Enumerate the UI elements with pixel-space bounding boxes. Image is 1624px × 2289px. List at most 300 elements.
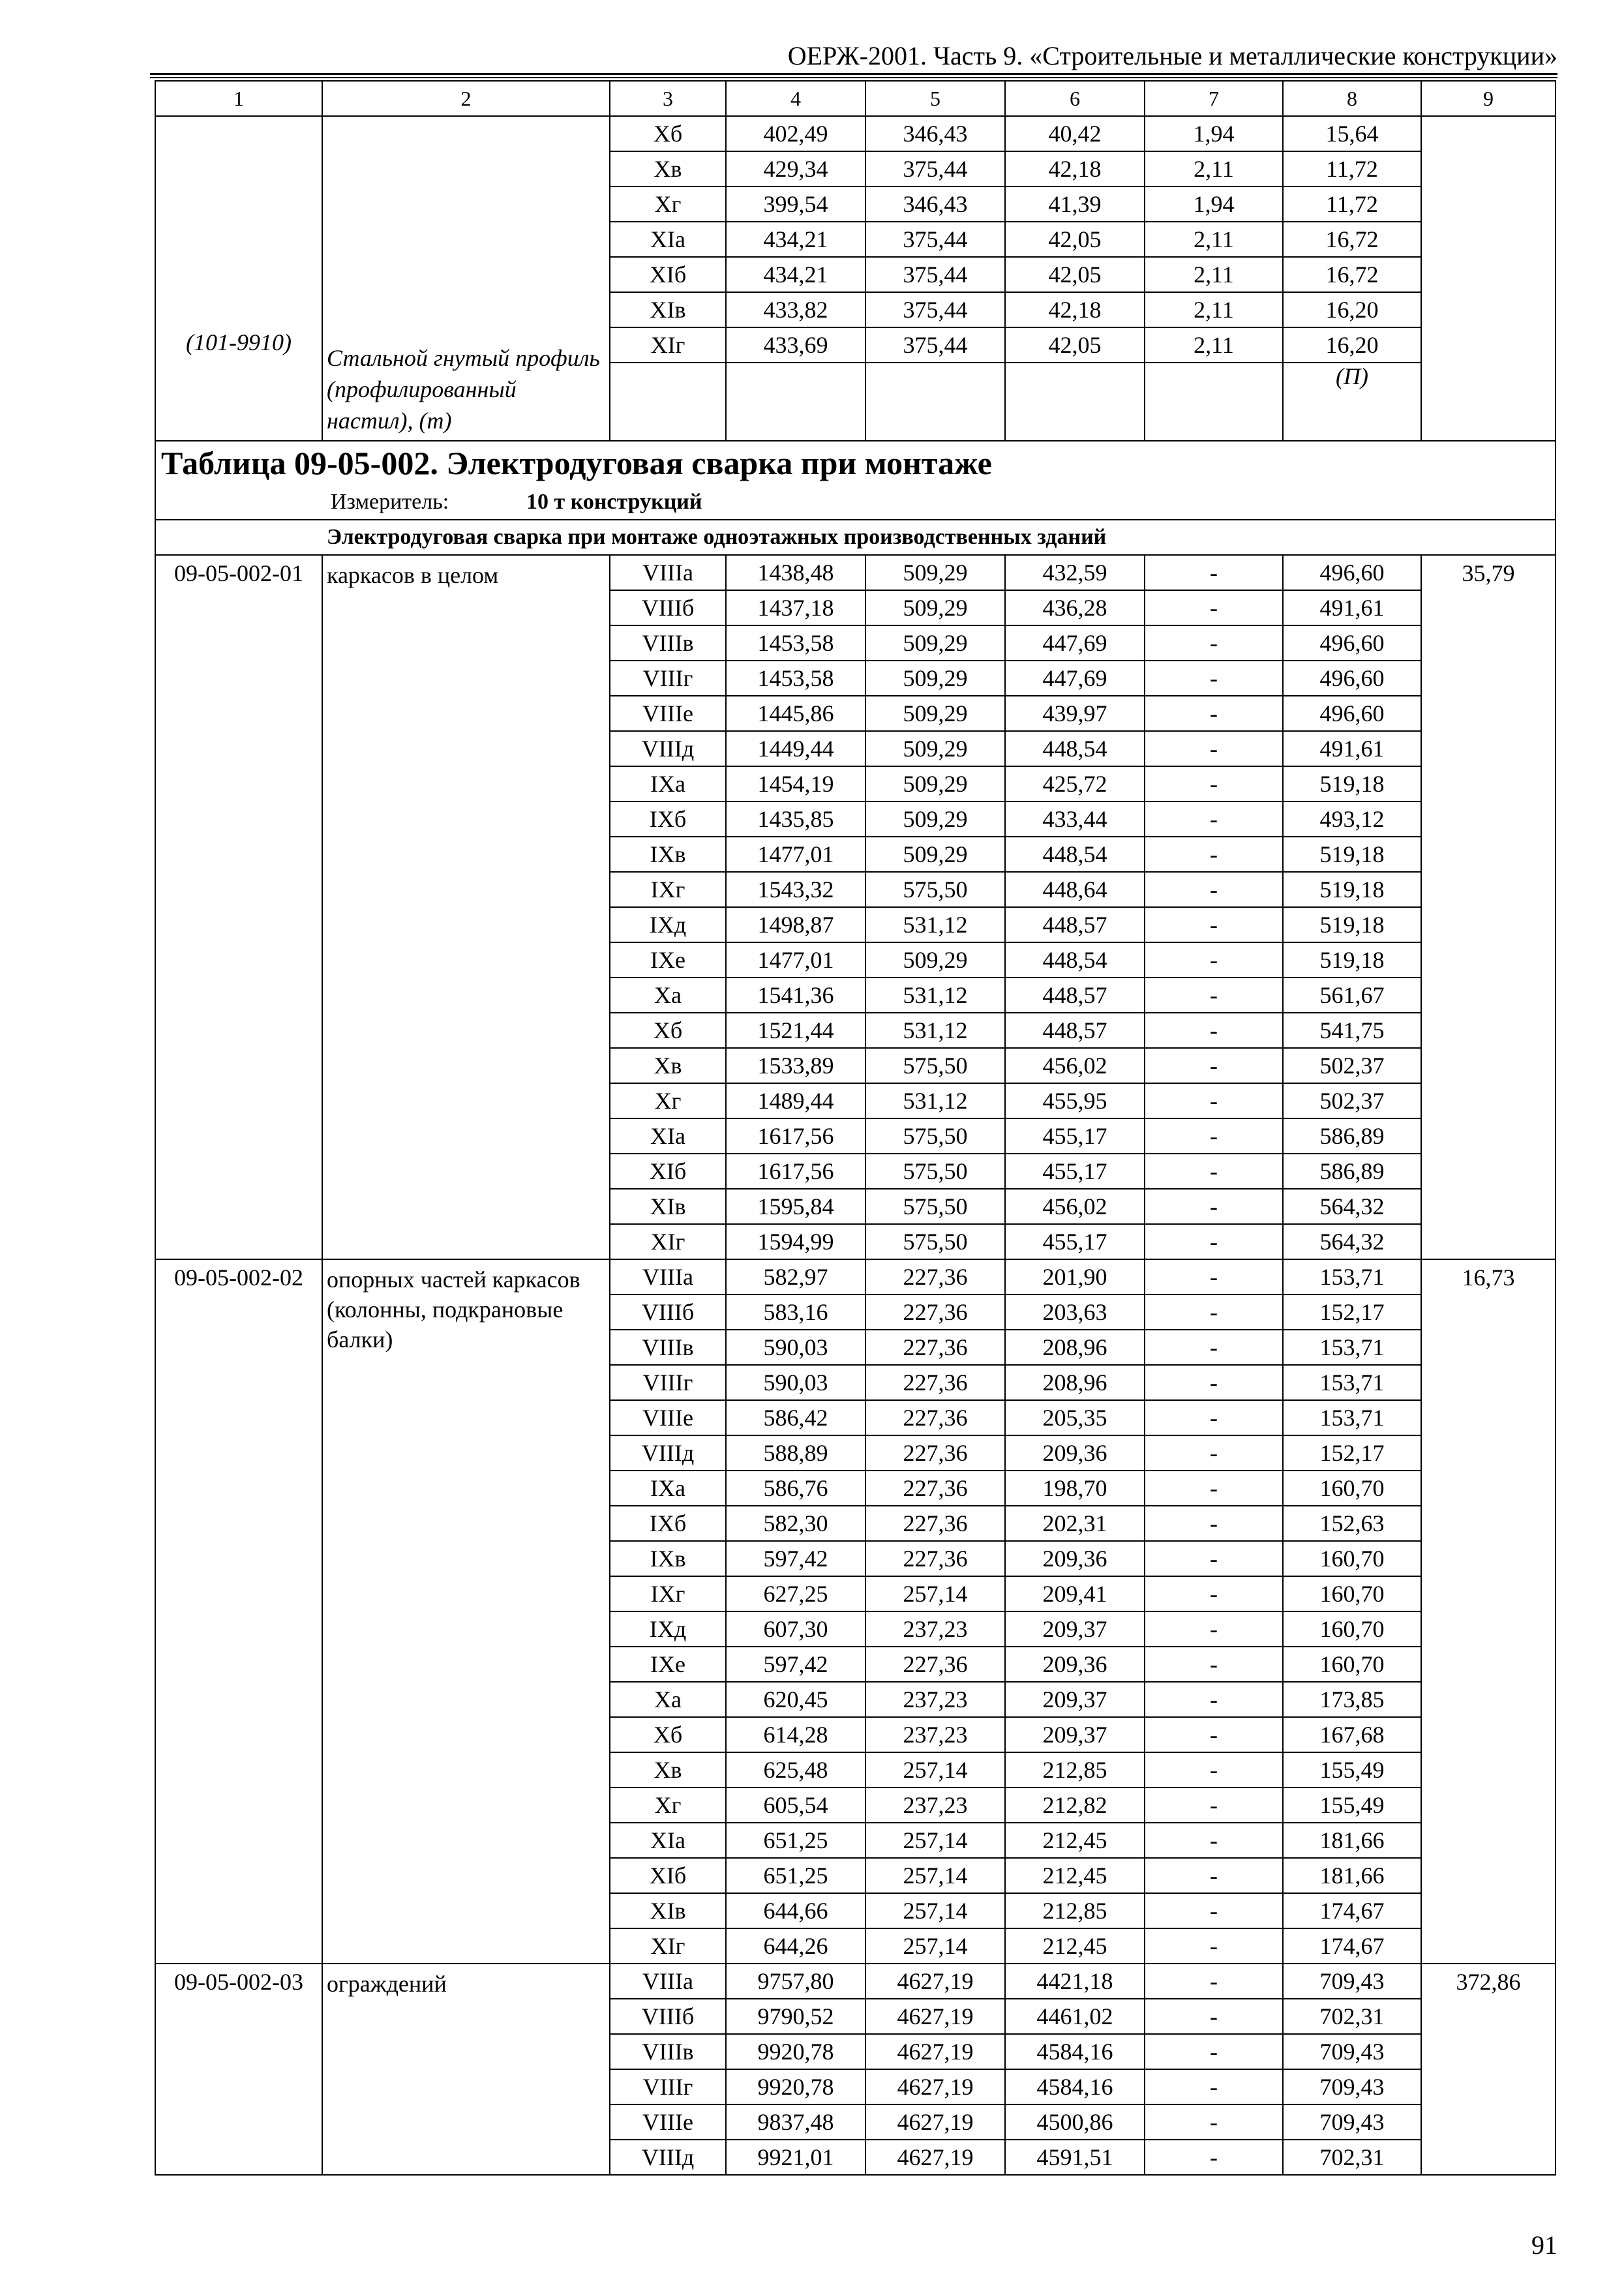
cell-col-8: 493,12	[1283, 801, 1421, 837]
cell-col-8: 167,68	[1283, 1717, 1421, 1752]
cell-col-4: 644,66	[726, 1893, 865, 1928]
cell-col-8: 519,18	[1283, 942, 1421, 978]
cell-col-4: 434,21	[726, 222, 865, 257]
cell-col-6: 4421,18	[1005, 1964, 1145, 1999]
cell-col-4: 625,48	[726, 1752, 865, 1788]
cell-col-3: IXб	[610, 1506, 726, 1541]
cell-col-3: VIIIа	[610, 555, 726, 590]
cell-col-6: 42,18	[1005, 151, 1145, 187]
cell-col-3: XIв	[610, 1893, 726, 1928]
cell-col-6: 203,63	[1005, 1294, 1145, 1330]
cell-col-6: 201,90	[1005, 1259, 1145, 1294]
cell-col-7: -	[1145, 696, 1283, 731]
column-number-3: 3	[610, 81, 726, 116]
cell-col-6: 209,37	[1005, 1682, 1145, 1717]
cell-col-6: 425,72	[1005, 766, 1145, 801]
cell-col-7: -	[1145, 1752, 1283, 1788]
cell-col-3: IXв	[610, 1541, 726, 1576]
cell-col-4: 1453,58	[726, 625, 865, 661]
cell-col-6: 205,35	[1005, 1400, 1145, 1435]
cell-col-6: 212,82	[1005, 1788, 1145, 1823]
cell-col-4: 9790,52	[726, 1999, 865, 2034]
cell-col-3: Xг	[610, 1083, 726, 1118]
cell-col-6: 433,44	[1005, 801, 1145, 837]
cell-col-4: 1454,19	[726, 766, 865, 801]
cell-col-6: 212,45	[1005, 1928, 1145, 1964]
cell-col-7: -	[1145, 907, 1283, 942]
cell-col-4: 1617,56	[726, 1118, 865, 1154]
cell-col-6: 209,41	[1005, 1576, 1145, 1611]
cell-col-5: 575,50	[865, 1189, 1005, 1224]
cell-col-6: 42,05	[1005, 327, 1145, 363]
cell-col-3: VIIIе	[610, 2104, 726, 2140]
cell-col-3: Xв	[610, 1752, 726, 1788]
cell-col-3: IXд	[610, 1611, 726, 1647]
cell-col-7: -	[1145, 1682, 1283, 1717]
cell-col-7: -	[1145, 1400, 1283, 1435]
column-number-8: 8	[1283, 81, 1421, 116]
cell-col-5: 375,44	[865, 257, 1005, 292]
cell-col-3: IXд	[610, 907, 726, 942]
cell-col-6: 447,69	[1005, 625, 1145, 661]
cell-col-3: IXа	[610, 1471, 726, 1506]
cell-col-4: 9757,80	[726, 1964, 865, 1999]
cell-col-5: 509,29	[865, 766, 1005, 801]
cell-col-7: -	[1145, 942, 1283, 978]
cell-col-7: -	[1145, 1048, 1283, 1083]
cell-col-4: 1543,32	[726, 872, 865, 907]
cell-col-4: 1449,44	[726, 731, 865, 766]
cell-col-4: 434,21	[726, 257, 865, 292]
cell-col-5: 257,14	[865, 1823, 1005, 1858]
cell-col-3: XIг	[610, 327, 726, 363]
cell-col-5: 4627,19	[865, 2069, 1005, 2104]
cell-col-5: 4627,19	[865, 2104, 1005, 2140]
cell-col-6: 4584,16	[1005, 2069, 1145, 2104]
cell-col-6: 212,85	[1005, 1893, 1145, 1928]
cell-col-7	[1145, 363, 1283, 441]
cell-col-8: 16,20	[1283, 292, 1421, 327]
cell-col-7: -	[1145, 1365, 1283, 1400]
rate-name: ограждений	[322, 1964, 610, 2175]
resource-name: Стальной гнутый профиль (профилированный настил), (т)	[322, 116, 610, 441]
cell-col-6: 436,28	[1005, 590, 1145, 625]
cell-col-3: Xб	[610, 1013, 726, 1048]
cell-col-3: VIIIд	[610, 1435, 726, 1471]
cell-col-5: 227,36	[865, 1506, 1005, 1541]
cell-col-4: 651,25	[726, 1858, 865, 1893]
cell-col-7: -	[1145, 1471, 1283, 1506]
cell-col-5: 575,50	[865, 1224, 1005, 1259]
table-row	[155, 116, 1556, 151]
cell-col-3: XIб	[610, 1154, 726, 1189]
cell-col-6: 40,42	[1005, 116, 1145, 151]
column-number-1: 1	[155, 81, 322, 116]
cell-col-8: 160,70	[1283, 1611, 1421, 1647]
cell-col-5: 257,14	[865, 1893, 1005, 1928]
cell-col-4: 1435,85	[726, 801, 865, 837]
cell-col-4	[726, 363, 865, 441]
cell-col-8: 561,67	[1283, 978, 1421, 1013]
cell-col-4: 9921,01	[726, 2140, 865, 2175]
cell-col-3: VIIIа	[610, 1259, 726, 1294]
cell-col-6: 208,96	[1005, 1330, 1145, 1365]
cell-col-6: 455,17	[1005, 1224, 1145, 1259]
cell-col-5: 531,12	[865, 907, 1005, 942]
cell-col-5: 509,29	[865, 625, 1005, 661]
cell-col-5: 237,23	[865, 1788, 1005, 1823]
cell-col-8: 519,18	[1283, 907, 1421, 942]
cell-col-7: -	[1145, 1294, 1283, 1330]
cell-col-8: 153,71	[1283, 1365, 1421, 1400]
cell-col-3: VIIIг	[610, 2069, 726, 2104]
cell-col-4: 1594,99	[726, 1224, 865, 1259]
cell-col-7: -	[1145, 2069, 1283, 2104]
cell-col-8: 160,70	[1283, 1647, 1421, 1682]
cell-col-5: 375,44	[865, 292, 1005, 327]
cell-col-3: XIа	[610, 222, 726, 257]
meter-value: 10 т конструкций	[526, 489, 702, 514]
cell-col-4: 586,76	[726, 1471, 865, 1506]
meter-row	[155, 485, 1556, 520]
cell-col-7: -	[1145, 590, 1283, 625]
cell-col-8: 152,63	[1283, 1506, 1421, 1541]
cell-col-3: XIа	[610, 1118, 726, 1154]
cell-col-7: -	[1145, 1999, 1283, 2034]
cell-col-5: 509,29	[865, 590, 1005, 625]
cell-col-7: -	[1145, 625, 1283, 661]
cell-col-3: VIIIе	[610, 696, 726, 731]
cell-col-3: IXв	[610, 837, 726, 872]
cell-col-7: -	[1145, 1788, 1283, 1823]
cell-col-3: Xа	[610, 1682, 726, 1717]
cell-col-3: VIIIд	[610, 2140, 726, 2175]
cell-col-8: 709,43	[1283, 2069, 1421, 2104]
cell-col-3: VIIIб	[610, 590, 726, 625]
cell-col-6: 4584,16	[1005, 2034, 1145, 2069]
cell-col-8: 15,64	[1283, 116, 1421, 151]
cell-col-7: -	[1145, 1118, 1283, 1154]
cell-col-7: -	[1145, 1189, 1283, 1224]
table-row	[155, 1964, 1556, 1999]
cell-col-6: 448,57	[1005, 1013, 1145, 1048]
cell-col-4: 582,30	[726, 1506, 865, 1541]
cell-col-6: 448,57	[1005, 907, 1145, 942]
cell-col-4: 1477,01	[726, 942, 865, 978]
cell-col-7: -	[1145, 1823, 1283, 1858]
cell-col-3: VIIIб	[610, 1999, 726, 2034]
cell-col-8: 541,75	[1283, 1013, 1421, 1048]
cell-col-8: 155,49	[1283, 1752, 1421, 1788]
cell-col-3: XIг	[610, 1928, 726, 1964]
cell-col-6: 209,36	[1005, 1647, 1145, 1682]
cell-col-7: -	[1145, 1330, 1283, 1365]
cell-col-8: 174,67	[1283, 1893, 1421, 1928]
cell-col-7: 2,11	[1145, 327, 1283, 363]
cell-col-6: 4591,51	[1005, 2140, 1145, 2175]
cell-col-6: 432,59	[1005, 555, 1145, 590]
cell-col-4: 1521,44	[726, 1013, 865, 1048]
table-row	[155, 555, 1556, 590]
cell-col-6: 448,54	[1005, 942, 1145, 978]
table-row	[155, 1259, 1556, 1294]
rate-col-9: 372,86	[1421, 1964, 1556, 2175]
rate-name: каркасов в целом	[322, 555, 610, 1259]
cell-col-5: 509,29	[865, 801, 1005, 837]
cell-col-3: IXб	[610, 801, 726, 837]
cell-col-8: 519,18	[1283, 872, 1421, 907]
cell-col-3: Xв	[610, 1048, 726, 1083]
cell-col-3: Xб	[610, 116, 726, 151]
cell-col-4: 399,54	[726, 187, 865, 222]
cell-col-4: 1533,89	[726, 1048, 865, 1083]
cell-col-4: 433,69	[726, 327, 865, 363]
cell-col-7: -	[1145, 2140, 1283, 2175]
cell-col-6: 202,31	[1005, 1506, 1145, 1541]
cell-col-4: 644,26	[726, 1928, 865, 1964]
cell-col-8: 16,72	[1283, 222, 1421, 257]
cell-col-9	[1421, 116, 1556, 441]
cell-col-4: 9920,78	[726, 2034, 865, 2069]
cell-col-7: -	[1145, 1858, 1283, 1893]
cell-col-8: 709,43	[1283, 2104, 1421, 2140]
cell-col-6: 448,54	[1005, 837, 1145, 872]
cell-col-6: 212,85	[1005, 1752, 1145, 1788]
cell-col-8: 519,18	[1283, 766, 1421, 801]
cell-col-5: 227,36	[865, 1259, 1005, 1294]
cell-col-3	[610, 363, 726, 441]
cell-col-8: 496,60	[1283, 555, 1421, 590]
cell-col-6: 209,36	[1005, 1541, 1145, 1576]
cell-col-5: 375,44	[865, 327, 1005, 363]
cell-col-8: 152,17	[1283, 1435, 1421, 1471]
cell-col-7: -	[1145, 1611, 1283, 1647]
cell-col-6: 447,69	[1005, 661, 1145, 696]
cell-col-4: 588,89	[726, 1435, 865, 1471]
cell-col-7: -	[1145, 766, 1283, 801]
cell-col-3: IXе	[610, 942, 726, 978]
column-number-row	[155, 81, 1556, 116]
cell-col-5: 227,36	[865, 1365, 1005, 1400]
cell-col-8: 502,37	[1283, 1083, 1421, 1118]
cell-col-7: -	[1145, 1506, 1283, 1541]
cell-col-5: 509,29	[865, 661, 1005, 696]
cell-col-6: 208,96	[1005, 1365, 1145, 1400]
cell-col-7: -	[1145, 1717, 1283, 1752]
cell-col-4: 1453,58	[726, 661, 865, 696]
cell-col-7: -	[1145, 1647, 1283, 1682]
cell-col-5: 257,14	[865, 1576, 1005, 1611]
cell-col-3: XIг	[610, 1224, 726, 1259]
cell-col-8: 519,18	[1283, 837, 1421, 872]
running-header: ОЕРЖ-2001. Часть 9. «Строительные и металлические конструкции»	[787, 41, 1557, 70]
meter-cell	[155, 485, 1556, 520]
section-row	[155, 520, 1556, 555]
cell-col-7: 2,11	[1145, 292, 1283, 327]
cell-col-6: 209,37	[1005, 1611, 1145, 1647]
cell-col-8: 16,72	[1283, 257, 1421, 292]
cell-col-8: 702,31	[1283, 2140, 1421, 2175]
cell-col-3: IXг	[610, 872, 726, 907]
cell-col-8: 155,49	[1283, 1788, 1421, 1823]
cell-col-4: 1489,44	[726, 1083, 865, 1118]
cell-col-6: 439,97	[1005, 696, 1145, 731]
cell-col-7: -	[1145, 555, 1283, 590]
cell-col-8: 709,43	[1283, 1964, 1421, 1999]
cell-col-3: VIIIв	[610, 1330, 726, 1365]
header-rule	[150, 73, 1557, 78]
cell-col-4: 582,97	[726, 1259, 865, 1294]
cell-col-4: 614,28	[726, 1717, 865, 1752]
cell-col-6: 456,02	[1005, 1048, 1145, 1083]
cell-col-3: Xб	[610, 1717, 726, 1752]
cell-col-4: 1541,36	[726, 978, 865, 1013]
rates-table	[155, 80, 1556, 2176]
cell-col-7: -	[1145, 731, 1283, 766]
cell-col-5: 346,43	[865, 187, 1005, 222]
cell-col-8: 564,32	[1283, 1224, 1421, 1259]
cell-col-6: 455,17	[1005, 1154, 1145, 1189]
cell-col-8: 586,89	[1283, 1154, 1421, 1189]
cell-col-6: 456,02	[1005, 1189, 1145, 1224]
cell-col-5: 346,43	[865, 116, 1005, 151]
cell-col-3: VIIIв	[610, 2034, 726, 2069]
rate-col-9: 35,79	[1421, 555, 1556, 1259]
cell-col-8: 153,71	[1283, 1330, 1421, 1365]
cell-col-6: 455,95	[1005, 1083, 1145, 1118]
cell-col-5: 509,29	[865, 942, 1005, 978]
cell-col-8: 160,70	[1283, 1541, 1421, 1576]
cell-col-7: -	[1145, 661, 1283, 696]
cell-col-8: 152,17	[1283, 1294, 1421, 1330]
cell-col-8: 709,43	[1283, 2034, 1421, 2069]
cell-col-7: -	[1145, 1154, 1283, 1189]
cell-col-3: Xв	[610, 151, 726, 187]
cell-col-3: VIIIг	[610, 661, 726, 696]
cell-col-6: 4500,86	[1005, 2104, 1145, 2140]
cell-col-4: 1437,18	[726, 590, 865, 625]
cell-col-5: 227,36	[865, 1435, 1005, 1471]
cell-col-5: 227,36	[865, 1294, 1005, 1330]
cell-col-4: 1498,87	[726, 907, 865, 942]
cell-col-7: 1,94	[1145, 116, 1283, 151]
cell-col-8: 491,61	[1283, 731, 1421, 766]
cell-col-4: 429,34	[726, 151, 865, 187]
cell-col-8: 181,66	[1283, 1823, 1421, 1858]
cell-col-5: 509,29	[865, 555, 1005, 590]
cell-col-8: 181,66	[1283, 1858, 1421, 1893]
cell-col-5: 227,36	[865, 1400, 1005, 1435]
cell-col-7: 2,11	[1145, 222, 1283, 257]
column-number-2: 2	[322, 81, 610, 116]
cell-col-3: IXа	[610, 766, 726, 801]
meter-label: Измеритель:	[331, 489, 449, 514]
cell-col-8: 174,67	[1283, 1928, 1421, 1964]
cell-col-5: 509,29	[865, 837, 1005, 872]
column-number-4: 4	[726, 81, 865, 116]
cell-col-5: 4627,19	[865, 1999, 1005, 2034]
cell-col-6: 198,70	[1005, 1471, 1145, 1506]
cell-col-4: 402,49	[726, 116, 865, 151]
cell-col-6: 42,05	[1005, 257, 1145, 292]
cell-col-3: VIIIд	[610, 731, 726, 766]
cell-col-7: 2,11	[1145, 151, 1283, 187]
cell-col-7: -	[1145, 1013, 1283, 1048]
cell-col-5: 531,12	[865, 978, 1005, 1013]
cell-col-8: 153,71	[1283, 1400, 1421, 1435]
cell-col-6: 448,54	[1005, 731, 1145, 766]
cell-col-3: XIв	[610, 292, 726, 327]
cell-col-8: 564,32	[1283, 1189, 1421, 1224]
cell-col-3: XIв	[610, 1189, 726, 1224]
cell-col-5: 4627,19	[865, 2140, 1005, 2175]
cell-col-7: -	[1145, 801, 1283, 837]
cell-col-6: 212,45	[1005, 1858, 1145, 1893]
cell-col-7: -	[1145, 1893, 1283, 1928]
cell-col-4: 1477,01	[726, 837, 865, 872]
cell-col-7: -	[1145, 1928, 1283, 1964]
cell-col-5: 227,36	[865, 1471, 1005, 1506]
cell-col-5: 375,44	[865, 222, 1005, 257]
page-number: 91	[1531, 2230, 1557, 2260]
cell-col-4: 590,03	[726, 1365, 865, 1400]
cell-col-5: 227,36	[865, 1541, 1005, 1576]
cell-col-8: 11,72	[1283, 151, 1421, 187]
cell-col-7: -	[1145, 1435, 1283, 1471]
cell-col-8: 160,70	[1283, 1576, 1421, 1611]
cell-col-6: 448,64	[1005, 872, 1145, 907]
cell-col-5: 257,14	[865, 1928, 1005, 1964]
cell-col-8: 11,72	[1283, 187, 1421, 222]
cell-col-3: Xа	[610, 978, 726, 1013]
cell-col-8: 16,20	[1283, 327, 1421, 363]
cell-col-3: IXе	[610, 1647, 726, 1682]
cell-col-4: 651,25	[726, 1823, 865, 1858]
cell-col-4: 1595,84	[726, 1189, 865, 1224]
cell-col-7: -	[1145, 1224, 1283, 1259]
cell-col-3: VIIIа	[610, 1964, 726, 1999]
cell-col-7: -	[1145, 1259, 1283, 1294]
cell-col-4: 620,45	[726, 1682, 865, 1717]
rate-code: 09-05-002-03	[155, 1964, 322, 2175]
cell-col-6: 4461,02	[1005, 1999, 1145, 2034]
cell-col-5: 509,29	[865, 731, 1005, 766]
cell-col-3: VIIIб	[610, 1294, 726, 1330]
cell-col-8: 502,37	[1283, 1048, 1421, 1083]
cell-col-6: 455,17	[1005, 1118, 1145, 1154]
cell-col-7: -	[1145, 978, 1283, 1013]
cell-col-3: XIб	[610, 257, 726, 292]
cell-col-8: 173,85	[1283, 1682, 1421, 1717]
cell-col-3: XIа	[610, 1823, 726, 1858]
rate-code: 09-05-002-01	[155, 555, 322, 1259]
resource-code: (101-9910)	[155, 116, 322, 441]
cell-col-5: 575,50	[865, 872, 1005, 907]
cell-col-7: -	[1145, 1964, 1283, 1999]
rate-code: 09-05-002-02	[155, 1259, 322, 1964]
cell-col-8: 496,60	[1283, 625, 1421, 661]
cell-col-3: VIIIв	[610, 625, 726, 661]
cell-col-7: -	[1145, 837, 1283, 872]
cell-col-4: 590,03	[726, 1330, 865, 1365]
cell-col-8: 586,89	[1283, 1118, 1421, 1154]
cell-col-5: 4627,19	[865, 1964, 1005, 1999]
rate-name: опорных частей каркасов (колонны, подкрановые балки)	[322, 1259, 610, 1964]
cell-col-8: 496,60	[1283, 661, 1421, 696]
cell-col-5: 237,23	[865, 1717, 1005, 1752]
cell-col-8: 702,31	[1283, 1999, 1421, 2034]
cell-col-6: 209,36	[1005, 1435, 1145, 1471]
